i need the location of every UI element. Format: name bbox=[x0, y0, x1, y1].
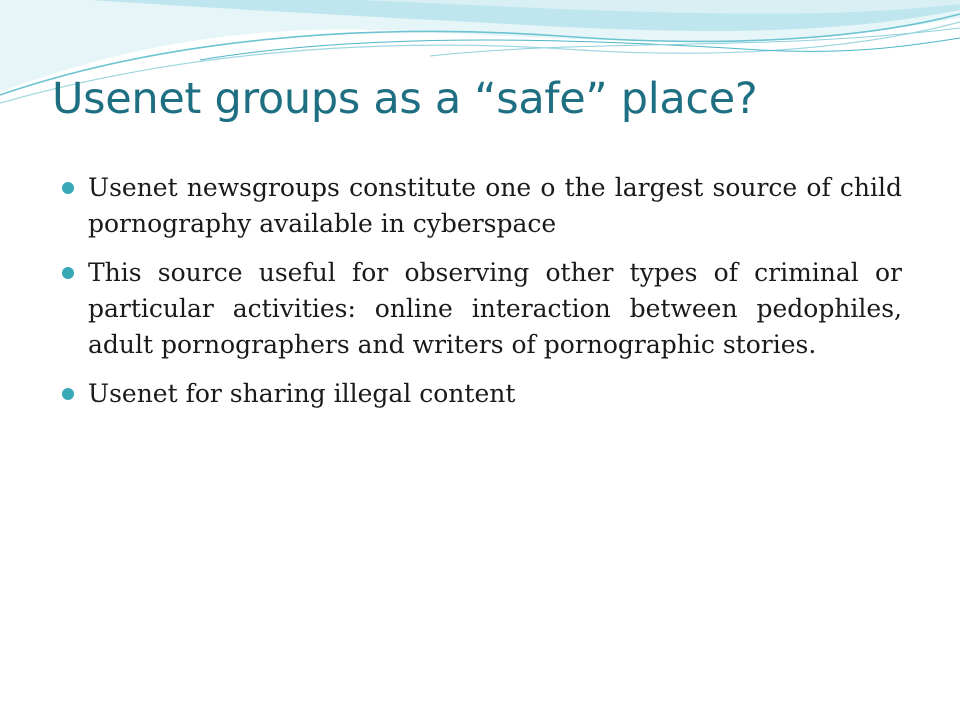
bullet-text: This source useful for observing other types of criminal or particular activities: online interaction between pedophiles, adult pornographers and writers of pornographic stories. bbox=[88, 258, 902, 359]
slide-title: Usenet groups as a “safe” place? bbox=[52, 74, 758, 124]
bullet-list bbox=[60, 170, 902, 425]
bullet-marker-icon bbox=[62, 267, 74, 279]
bullet-marker-icon bbox=[62, 388, 74, 400]
bullet-marker-icon bbox=[62, 182, 74, 194]
bullet-text: Usenet newsgroups constitute one o the largest source of child pornography available in cyberspace bbox=[88, 173, 902, 238]
bullet-item bbox=[60, 376, 902, 412]
bullet-text: Usenet for sharing illegal content bbox=[88, 379, 516, 408]
bullet-item bbox=[60, 255, 902, 363]
bullet-item bbox=[60, 170, 902, 242]
